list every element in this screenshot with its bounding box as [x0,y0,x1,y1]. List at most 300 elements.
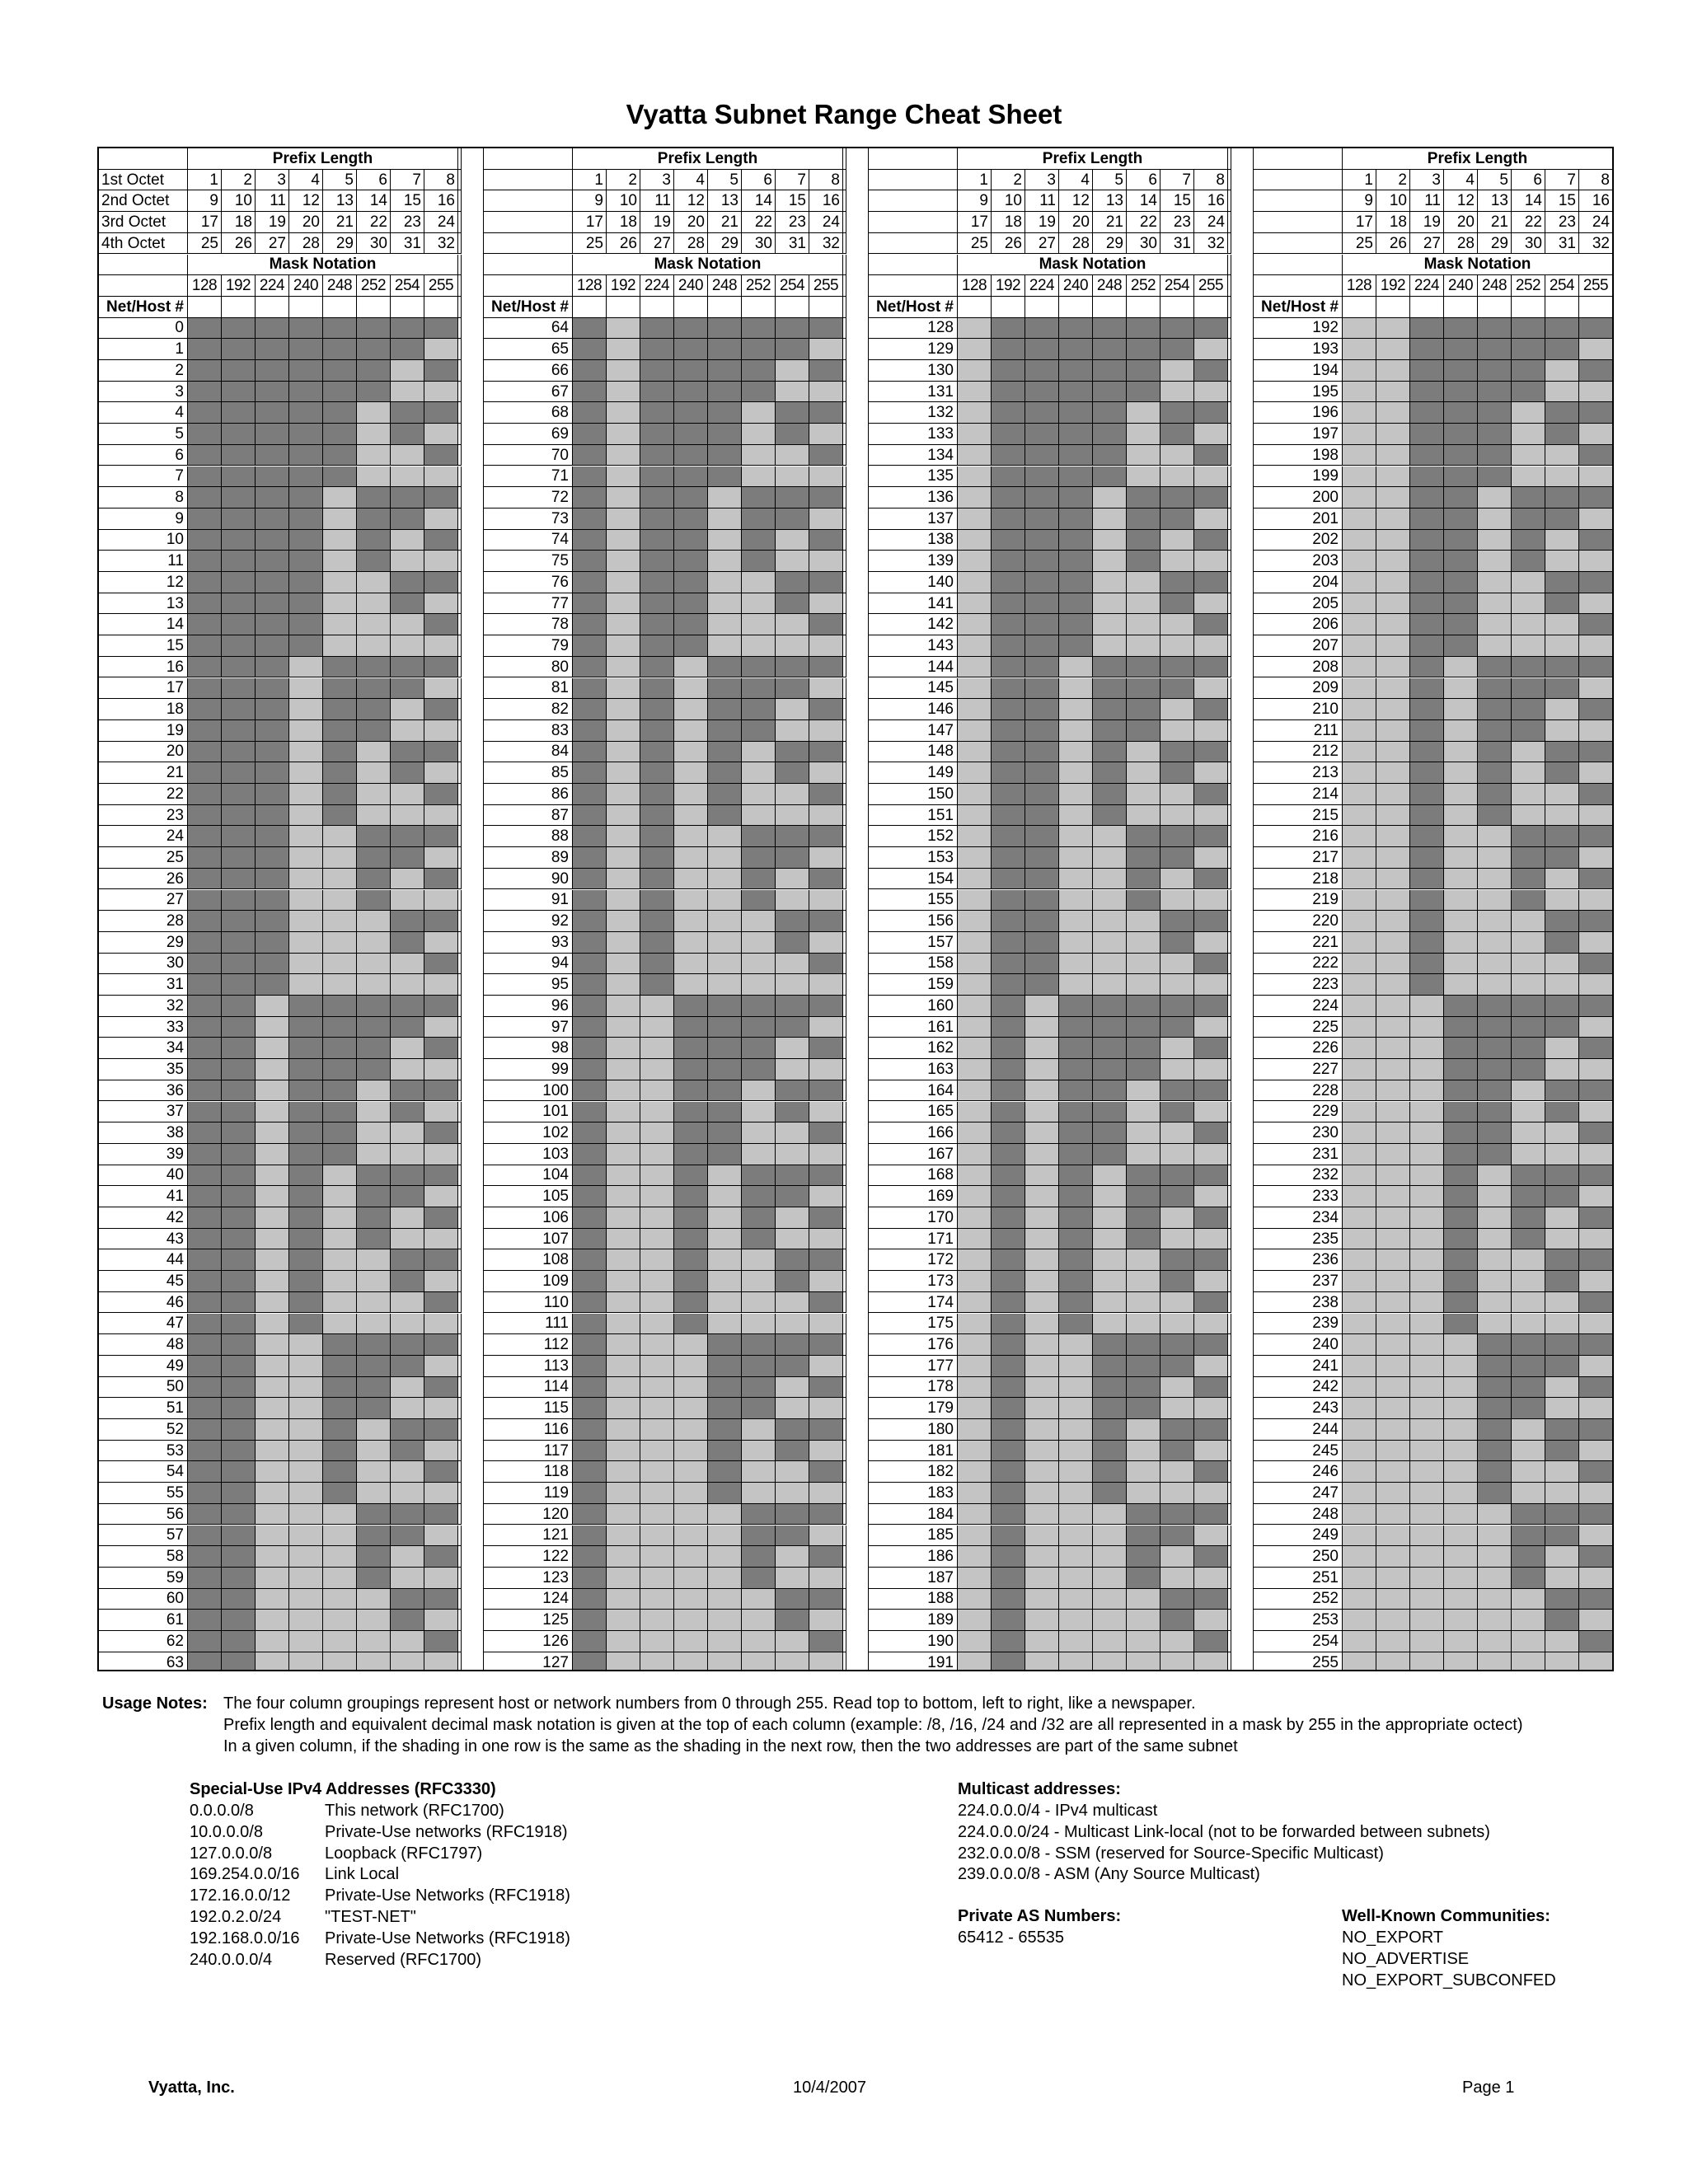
shade-cell [1127,509,1160,530]
host-number: 228 [1254,1080,1343,1102]
host-number: 38 [99,1122,188,1144]
shade-cell [958,1377,992,1399]
shade-cell [188,402,222,424]
blank-cell [1228,1461,1231,1483]
shade-cell [1512,1186,1545,1207]
blank-cell [1228,1356,1231,1377]
shade-cell [391,1292,424,1314]
shade-cell [1160,1589,1194,1610]
shade-cell [1059,1249,1093,1271]
host-number: 199 [1254,466,1343,488]
shade-cell [573,847,607,869]
shade-cell [1444,1314,1478,1335]
shade-cell [1025,614,1059,635]
shade-cell [573,699,607,720]
prefix-value: 3 [256,170,289,191]
shade-cell [1579,762,1613,784]
shade-cell [391,1483,424,1504]
shade-cell [1444,869,1478,890]
table-row [869,1652,1231,1671]
host-number: 7 [99,466,188,488]
shade-cell [1512,572,1545,593]
shade-cell [1410,424,1444,445]
blank-cell [1613,890,1614,912]
shade-cell [256,1102,289,1123]
shade-cell [809,1080,843,1102]
shade-cell [1025,890,1059,912]
shade-cell [1059,635,1093,657]
shade-cell [1127,1546,1160,1568]
shade-cell [674,466,708,488]
shade-cell [391,1419,424,1441]
host-number: 209 [1254,678,1343,700]
shade-cell [1579,1652,1613,1671]
blank-cell [1228,1483,1231,1504]
shade-cell [708,1292,742,1314]
shade-cell [424,1165,458,1187]
blank-cell [1228,1165,1231,1187]
shade-cell [289,1483,323,1504]
shade-cell [1545,932,1579,954]
blank-cell [1613,699,1614,720]
shade-cell [1025,1398,1059,1419]
host-number: 192 [1254,318,1343,340]
shade-cell [607,402,640,424]
shade-cell [289,1102,323,1123]
host-number: 60 [99,1589,188,1610]
shade-cell [742,996,776,1017]
shade-cell [776,1589,809,1610]
shade-cell [357,720,391,742]
prefix-value: 9 [958,190,992,212]
table-row [869,509,1231,530]
shade-cell [289,360,323,382]
shade-cell [188,445,222,466]
prefix-value: 11 [1410,190,1444,212]
table-row [869,1546,1231,1568]
table-row [1254,1356,1614,1377]
shade-cell [742,847,776,869]
table-row [869,1059,1231,1080]
blank-cell [391,297,424,318]
shade-cell [222,530,256,551]
shade-cell [424,805,458,827]
prefix-value: 12 [1059,190,1093,212]
shade-cell [742,1186,776,1207]
shade-cell [809,1229,843,1250]
shade-cell [1478,509,1512,530]
shade-cell [708,1377,742,1399]
shade-cell [1093,869,1127,890]
shade-cell [1579,1102,1613,1123]
shade-cell [424,678,458,700]
shade-cell [323,1292,357,1314]
prefix-value: 1 [573,170,607,191]
shade-cell [289,1122,323,1144]
shade-cell [573,826,607,847]
shade-cell [391,1144,424,1165]
shade-cell [1025,1122,1059,1144]
blank-cell [99,255,188,276]
shade-cell [742,869,776,890]
host-number: 186 [869,1546,958,1568]
shade-cell [222,551,256,572]
shade-cell [1160,974,1194,996]
shade-cell [1444,445,1478,466]
table-row [99,996,462,1017]
shade-cell [1376,890,1410,912]
multicast-item: 232.0.0.0/8 - SSM (reserved for Source-Specific Multicast) [958,1844,1384,1863]
special-use-address: 10.0.0.0/8 [190,1822,263,1841]
blank-cell [424,297,458,318]
shade-cell [607,932,640,954]
table-row [1254,1271,1614,1292]
blank-cell [1613,1080,1614,1102]
shade-cell [1194,1017,1228,1038]
host-number: 156 [869,911,958,932]
shade-cell [222,1122,256,1144]
shade-cell [1410,1292,1444,1314]
table-row [1254,1059,1614,1080]
shade-cell [391,402,424,424]
table-row [99,1144,462,1165]
shade-cell [188,1504,222,1526]
blank-cell [1194,297,1228,318]
shade-cell [708,805,742,827]
shade-cell [357,1080,391,1102]
prefix-value: 7 [1160,170,1194,191]
blank-cell [1228,1144,1231,1165]
shade-cell [809,1610,843,1631]
shade-cell [1093,805,1127,827]
shade-cell [1093,1334,1127,1356]
host-number: 173 [869,1271,958,1292]
nethost-header: Net/Host # [869,297,958,318]
shade-cell [809,657,843,678]
table-row [1254,1144,1614,1165]
shade-cell [640,932,674,954]
shade-cell [674,1249,708,1271]
shade-cell [674,1441,708,1462]
host-number: 96 [484,996,573,1017]
shade-cell [958,1610,992,1631]
shade-cell [222,1504,256,1526]
shade-cell [958,742,992,763]
table-row [99,1398,462,1419]
shade-cell [391,551,424,572]
shade-cell [708,487,742,509]
shade-cell [1160,1059,1194,1080]
shade-cell [1579,657,1613,678]
shade-cell [1025,1144,1059,1165]
table-row [484,1419,846,1441]
mask-value: 254 [1545,275,1579,297]
octet-row [1254,233,1614,255]
prefix-value: 19 [1025,212,1059,233]
blank-cell [843,784,846,805]
table-row [1254,402,1614,424]
shade-cell [674,593,708,615]
shade-cell [573,869,607,890]
shade-cell [289,1546,323,1568]
shade-cell [323,826,357,847]
shade-cell [1093,1102,1127,1123]
prefix-value: 10 [607,190,640,212]
shade-cell [1343,805,1376,827]
prefix-value: 1 [958,170,992,191]
shade-cell [742,826,776,847]
shade-cell [809,678,843,700]
shade-cell [776,1526,809,1547]
host-number: 78 [484,614,573,635]
host-number: 229 [1254,1102,1343,1123]
shade-cell [1545,360,1579,382]
shade-cell [1025,551,1059,572]
shade-cell [1025,657,1059,678]
shade-cell [1478,699,1512,720]
shade-cell [674,1144,708,1165]
shade-cell [1410,593,1444,615]
shade-cell [323,424,357,445]
shade-cell [674,1568,708,1589]
shade-cell [640,1546,674,1568]
shade-cell [256,1080,289,1102]
shade-cell [1160,1165,1194,1187]
shade-cell [391,1207,424,1229]
blank-cell [458,996,462,1017]
shade-cell [1025,1610,1059,1631]
shade-cell [424,1249,458,1271]
shade-cell [391,805,424,827]
shade-cell [323,1334,357,1356]
table-row [1254,1102,1614,1123]
shade-cell [188,572,222,593]
shade-cell [1093,1610,1127,1631]
shade-cell [289,1292,323,1314]
shade-cell [357,742,391,763]
prefix-value: 4 [674,170,708,191]
shade-cell [188,1271,222,1292]
shade-cell [776,954,809,975]
shade-cell [357,530,391,551]
table-row [484,1165,846,1187]
prefix-value: 6 [357,170,391,191]
prefix-value: 9 [188,190,222,212]
host-number: 102 [484,1122,573,1144]
table-row [484,720,846,742]
shade-cell [256,424,289,445]
shade-cell [1579,1483,1613,1504]
table-row [99,1631,462,1652]
shade-cell [1025,1207,1059,1229]
shade-cell [1444,635,1478,657]
host-number: 48 [99,1334,188,1356]
shade-cell [742,360,776,382]
shade-cell [1059,932,1093,954]
shade-cell [992,784,1025,805]
shade-cell [1127,1229,1160,1250]
shade-cell [188,1080,222,1102]
shade-cell [809,826,843,847]
shade-cell [640,1589,674,1610]
blank-cell [1228,1017,1231,1038]
table-row [1254,784,1614,805]
shade-cell [992,1334,1025,1356]
shade-cell [1444,954,1478,975]
prefix-length-header: Prefix Length [573,148,843,170]
blank-cell [843,593,846,615]
host-number: 119 [484,1483,573,1504]
shade-cell [357,1271,391,1292]
shade-cell [640,466,674,488]
shade-cell [958,1038,992,1059]
shade-cell [607,805,640,827]
shade-cell [1444,678,1478,700]
prefix-value: 1 [1343,170,1376,191]
table-row [99,424,462,445]
shade-cell [1579,1441,1613,1462]
blank-cell [1228,297,1231,318]
mask-value: 248 [323,275,357,297]
shade-cell [573,974,607,996]
shade-cell [674,1122,708,1144]
shade-cell [222,954,256,975]
shade-cell [708,339,742,360]
shade-cell [607,339,640,360]
shade-cell [424,1017,458,1038]
shade-cell [992,1207,1025,1229]
shade-cell [289,1398,323,1419]
shade-cell [1059,1165,1093,1187]
shade-cell [1160,954,1194,975]
shade-cell [1093,1229,1127,1250]
shade-cell [1194,720,1228,742]
shade-cell [1545,720,1579,742]
shade-cell [640,996,674,1017]
octet-label [869,170,958,191]
shade-cell [289,1504,323,1526]
shade-cell [776,805,809,827]
shade-cell [809,784,843,805]
shade-cell [323,1568,357,1589]
shade-cell [1343,762,1376,784]
blank-cell [1613,720,1614,742]
shade-cell [1579,445,1613,466]
shade-cell [1579,678,1613,700]
host-number: 113 [484,1356,573,1377]
shade-cell [1093,1461,1127,1483]
shade-cell [323,635,357,657]
shade-cell [708,1229,742,1250]
shade-cell [1093,551,1127,572]
blank-cell [458,1080,462,1102]
shade-cell [1059,1461,1093,1483]
host-number: 76 [484,572,573,593]
shade-cell [256,318,289,340]
blank-cell [843,1504,846,1526]
shade-cell [1194,593,1228,615]
shade-cell [1025,382,1059,403]
shade-cell [1579,318,1613,340]
shade-cell [1512,805,1545,827]
shade-cell [391,1038,424,1059]
shade-cell [1127,1122,1160,1144]
shade-cell [323,890,357,912]
prefix-value: 12 [1444,190,1478,212]
shade-cell [708,1652,742,1671]
shade-cell [708,318,742,340]
shade-cell [1444,805,1478,827]
shade-cell [1410,954,1444,975]
shade-cell [1160,572,1194,593]
shade-cell [1512,551,1545,572]
shade-cell [1059,1526,1093,1547]
shade-cell [256,1652,289,1671]
prefix-value: 30 [742,233,776,255]
host-number: 139 [869,551,958,572]
prefix-value: 32 [1579,233,1613,255]
shade-cell [776,1398,809,1419]
shade-cell [1093,1419,1127,1441]
shade-cell [1579,1249,1613,1271]
shade-cell [1512,954,1545,975]
shade-cell [674,1483,708,1504]
shade-cell [809,1356,843,1377]
mask-value: 192 [1376,275,1410,297]
shade-cell [323,1546,357,1568]
shade-cell [1376,1017,1410,1038]
shade-cell [391,487,424,509]
shade-cell [776,360,809,382]
octet-row [484,170,846,191]
shade-cell [1160,890,1194,912]
shade-cell [256,572,289,593]
shade-cell [391,932,424,954]
shade-cell [573,1249,607,1271]
table-row [869,1356,1231,1377]
shade-cell [391,974,424,996]
shade-cell [607,1610,640,1631]
shade-cell [222,1144,256,1165]
shade-cell [1512,1526,1545,1547]
shade-cell [1194,1610,1228,1631]
blank-cell [843,1207,846,1229]
table-row [1254,1186,1614,1207]
shade-cell [1376,614,1410,635]
shade-cell [958,720,992,742]
blank-cell [1228,1568,1231,1589]
shade-cell [640,1356,674,1377]
blank-cell [458,1504,462,1526]
host-number: 23 [99,805,188,827]
shade-cell [424,572,458,593]
shade-cell [958,678,992,700]
prefix-value: 26 [992,233,1025,255]
shade-cell [1478,911,1512,932]
host-number: 212 [1254,742,1343,763]
table-row [484,1461,846,1483]
table-row [869,805,1231,827]
shade-cell [809,445,843,466]
blank-cell [958,297,992,318]
table-row [1254,996,1614,1017]
shade-cell [640,1144,674,1165]
shade-cell [742,445,776,466]
shade-cell [222,1589,256,1610]
shade-cell [1478,1334,1512,1356]
shade-cell [1059,699,1093,720]
host-number: 124 [484,1589,573,1610]
